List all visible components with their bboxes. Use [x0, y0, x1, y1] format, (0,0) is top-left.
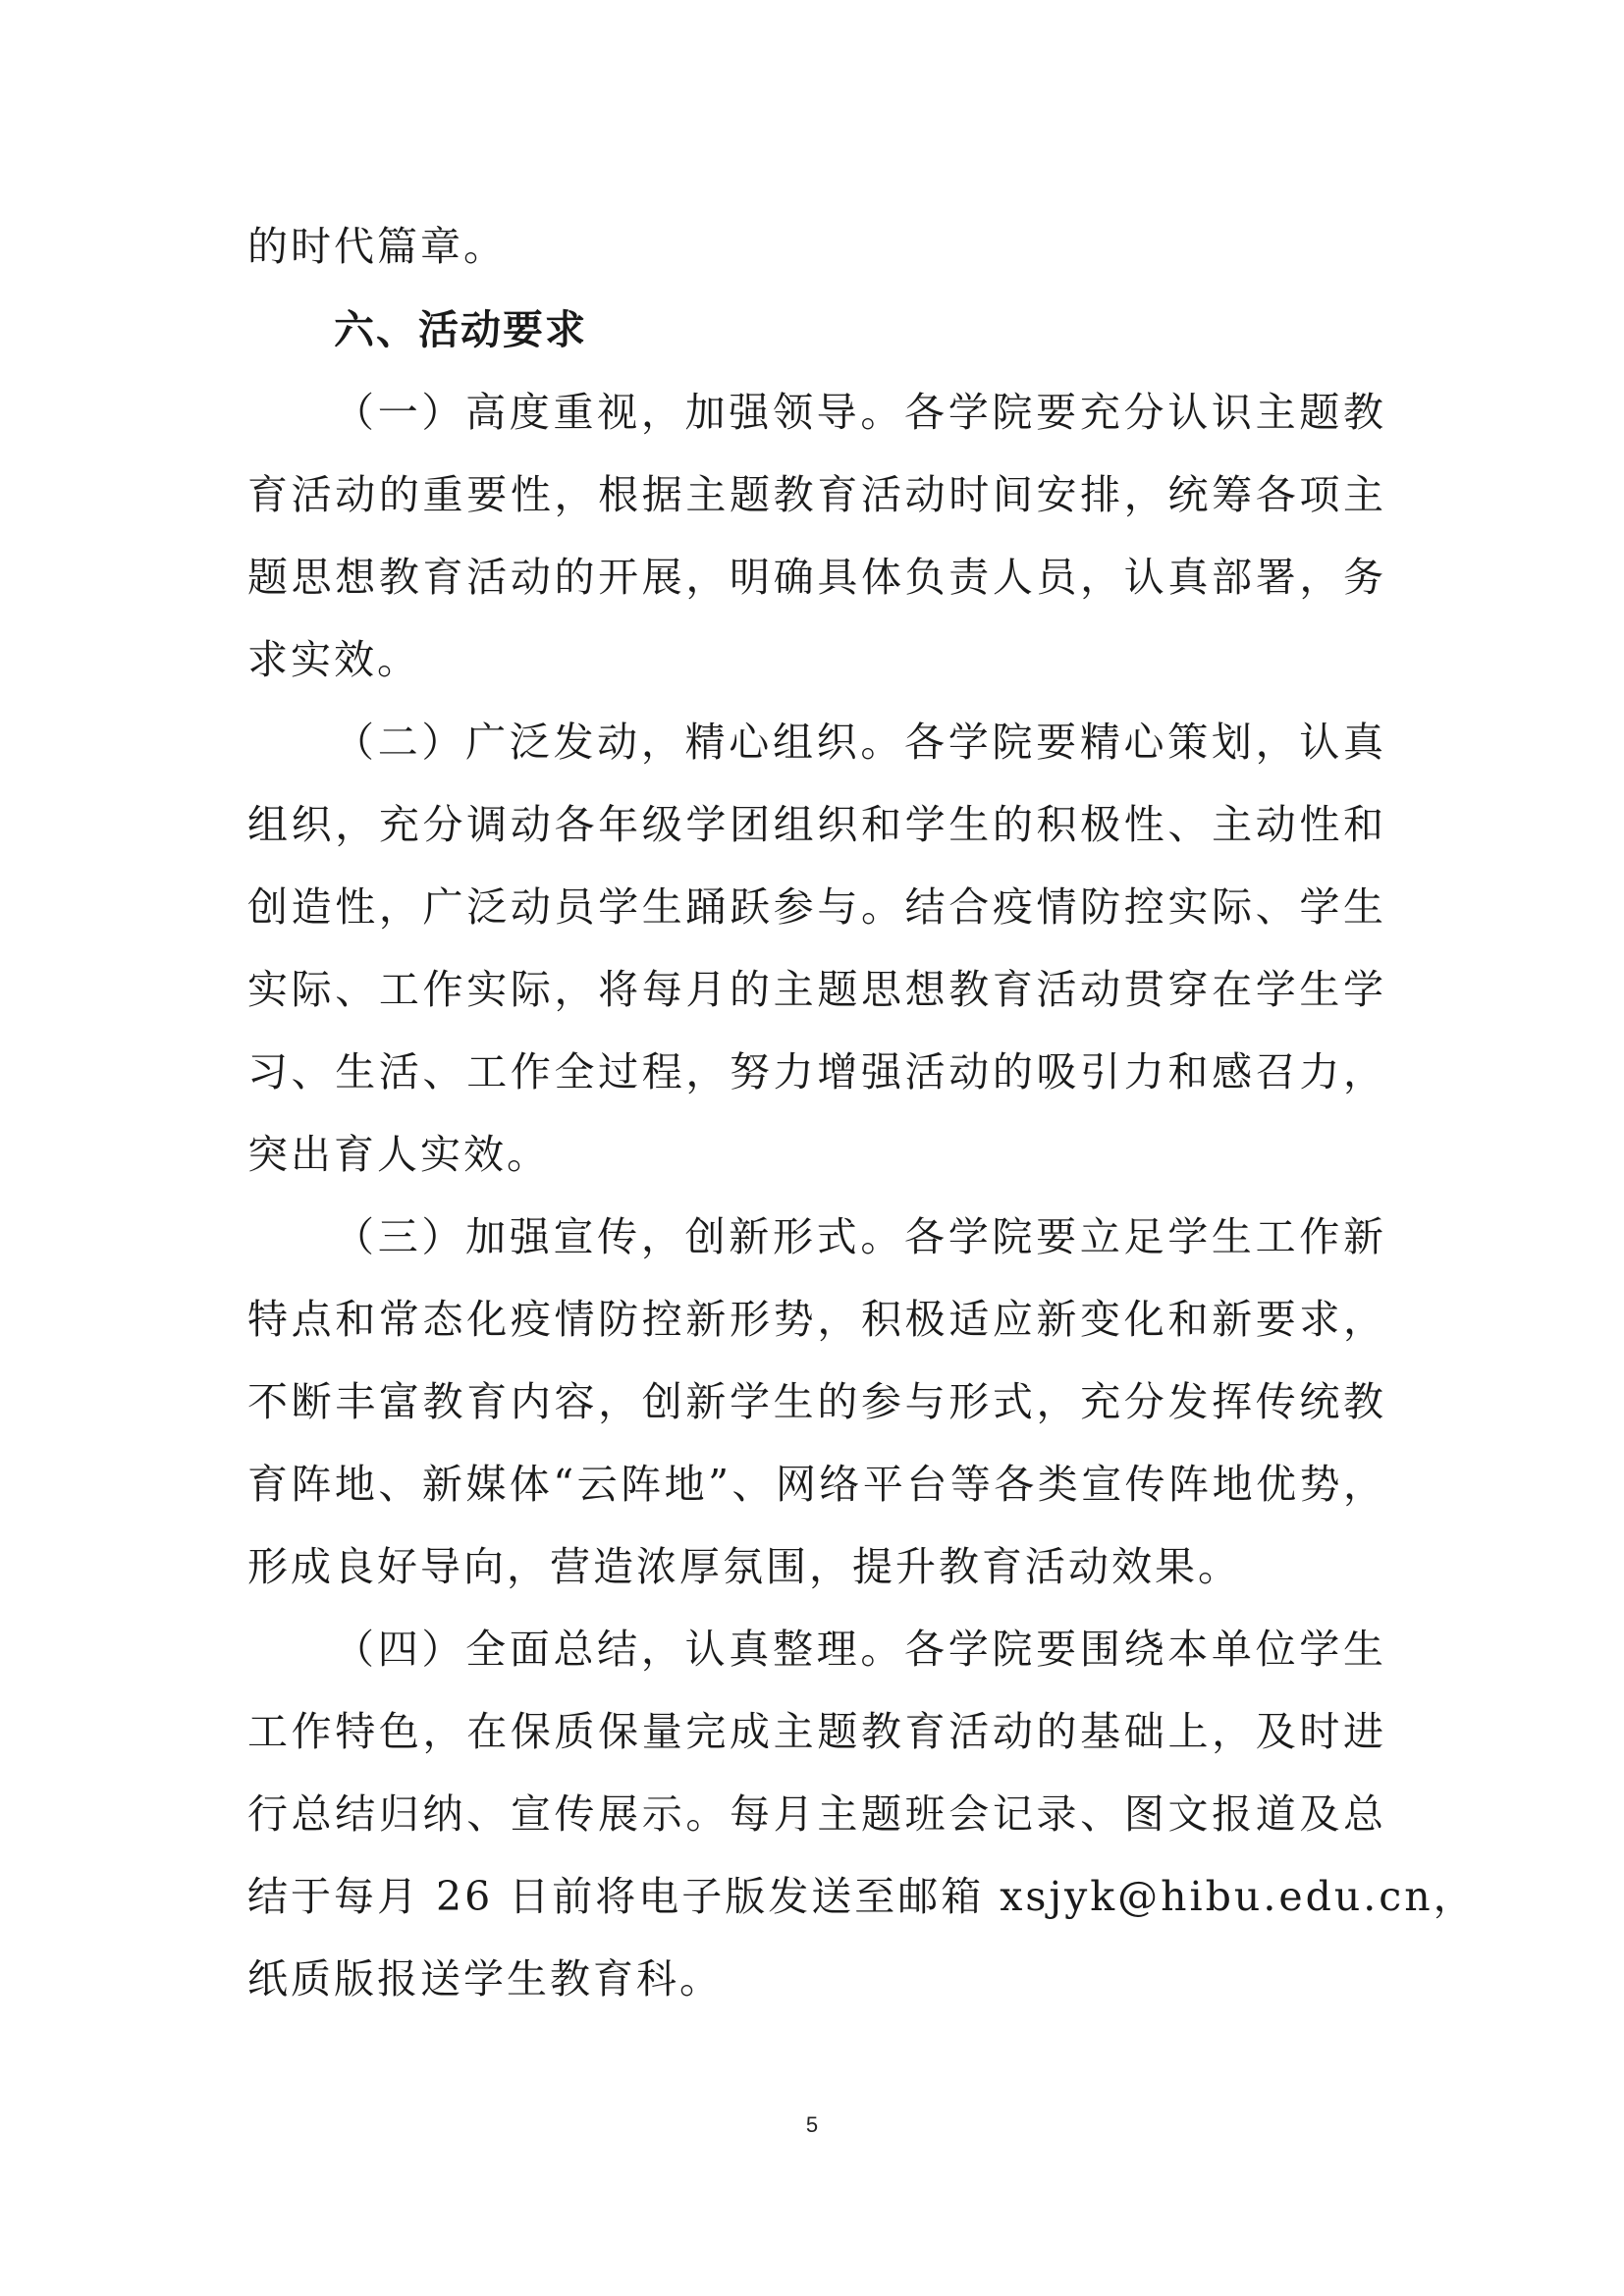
paragraph-4-line: 结于每月 26 日前将电子版发送至邮箱 xsjyk@hibu.edu.cn， — [247, 1873, 1477, 1920]
paragraph-1-line: 求实效。 — [247, 636, 420, 683]
paragraph-2-line: 突出育人实效。 — [247, 1131, 550, 1178]
paragraph-3-line: 育阵地、新媒体“云阵地”、网络平台等各类宣传阵地优势， — [247, 1461, 1386, 1508]
section-heading: 六、活动要求 — [334, 306, 587, 353]
paragraph-4-line: 工作特色，在保质保量完成主题教育活动的基础上，及时进 — [247, 1708, 1386, 1755]
paragraph-3-line: 特点和常态化疫情防控新形势，积极适应新变化和新要求， — [247, 1296, 1386, 1343]
paragraph-1-line: （一）高度重视，加强领导。各学院要充分认识主题教 — [334, 389, 1386, 436]
paragraph-4-line: （四）全面总结，认真整理。各学院要围绕本单位学生 — [334, 1626, 1386, 1673]
paragraph-2-line: 组织，充分调动各年级学团组织和学生的积极性、主动性和 — [247, 801, 1386, 848]
paragraph-4-line: 行总结归纳、宣传展示。每月主题班会记录、图文报道及总 — [247, 1790, 1386, 1838]
paragraph-3-line: 不断丰富教育内容，创新学生的参与形式，充分发挥传统教 — [247, 1378, 1386, 1425]
paragraph-2-line: 实际、工作实际，将每月的主题思想教育活动贯穿在学生学 — [247, 966, 1386, 1013]
paragraph-2-line: 习、生活、工作全过程，努力增强活动的吸引力和感召力， — [247, 1048, 1386, 1095]
paragraph-3-line: （三）加强宣传，创新形式。各学院要立足学生工作新 — [334, 1213, 1386, 1260]
page-number: 5 — [805, 2112, 819, 2137]
paragraph-3-line: 形成良好导向，营造浓厚氛围，提升教育活动效果。 — [247, 1543, 1241, 1590]
paragraph-1-line: 育活动的重要性，根据主题教育活动时间安排，统筹各项主 — [247, 471, 1386, 518]
paragraph-2-line: （二）广泛发动，精心组织。各学院要精心策划，认真 — [334, 719, 1386, 766]
paragraph-1-line: 题思想教育活动的开展，明确具体负责人员，认真部署，务 — [247, 554, 1386, 601]
text-line: 的时代篇章。 — [247, 223, 507, 270]
paragraph-2-line: 创造性，广泛动员学生踊跃参与。结合疫情防控实际、学生 — [247, 883, 1386, 931]
paragraph-4-line: 纸质版报送学生教育科。 — [247, 1955, 723, 2002]
